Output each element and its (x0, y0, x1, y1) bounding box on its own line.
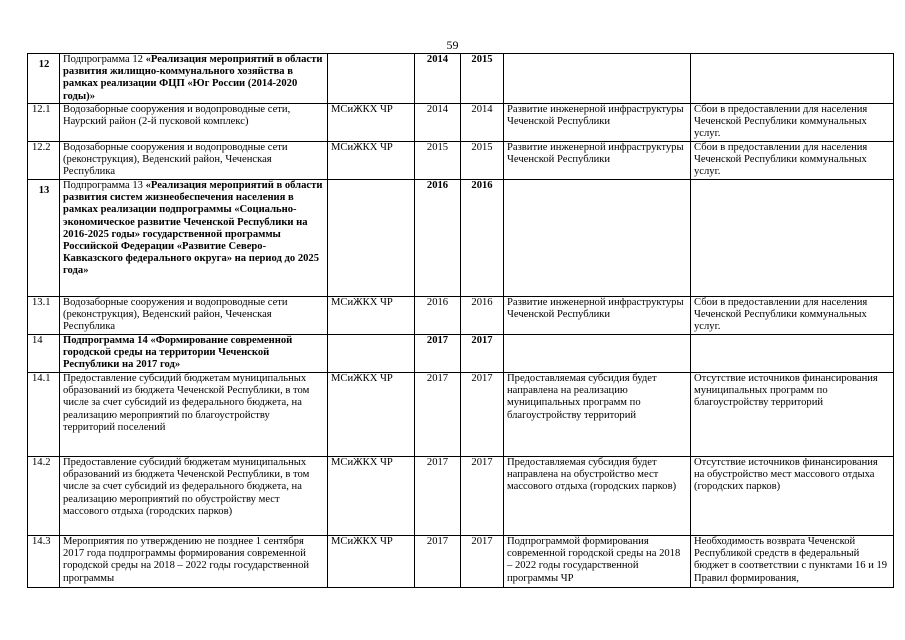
table-row (28, 54, 894, 104)
expected-result (504, 335, 691, 373)
row-number: 14.1 (28, 373, 60, 457)
executor: МСиЖКХ ЧР (328, 536, 415, 588)
measure-title (60, 180, 328, 297)
measures-table (27, 53, 894, 588)
executor: МСиЖКХ ЧР (328, 104, 415, 142)
end-year: 2017 (461, 457, 504, 536)
start-year: 2016 (415, 180, 461, 297)
consequence: Необходимость возврата Чеченской Республикой средств в федеральный бюджет в соответствии с пунктами 16 и 19 Правил формирования, (691, 536, 894, 588)
row-number: 12.2 (28, 142, 60, 180)
table-row (28, 180, 894, 297)
executor: МСиЖКХ ЧР (328, 297, 415, 335)
row-number: 12 (28, 54, 60, 104)
end-year: 2014 (461, 104, 504, 142)
end-year: 2017 (461, 536, 504, 588)
executor: МСиЖКХ ЧР (328, 373, 415, 457)
table-row (28, 373, 894, 457)
table-row (28, 297, 894, 335)
start-year: 2016 (415, 297, 461, 335)
table-row (28, 104, 894, 142)
expected-result: Подпрограммой формирования современной городской среды на 2018 – 2022 годы государственной программы ЧР (504, 536, 691, 588)
measure-title: Мероприятия по утверждению не позднее 1 сентября 2017 года подпрограммы формирования современной городской среды на 2018 – 2022 годы государственной программы (60, 536, 328, 588)
executor (328, 180, 415, 297)
consequence: Сбои в предоставлении для населения Чеченской Республики коммунальных услуг. (691, 297, 894, 335)
executor: МСиЖКХ ЧР (328, 142, 415, 180)
start-year: 2014 (415, 54, 461, 104)
table-row (28, 457, 894, 536)
row-number: 13 (28, 180, 60, 297)
end-year: 2015 (461, 54, 504, 104)
measure-title (60, 54, 328, 104)
expected-result (504, 180, 691, 297)
start-year: 2017 (415, 373, 461, 457)
row-number: 13.1 (28, 297, 60, 335)
measure-title: Водозаборные сооружения и водопроводные сети (реконструкция), Веденский район, Чеченская Республика (60, 142, 328, 180)
start-year: 2017 (415, 335, 461, 373)
page-number: 59 (446, 38, 459, 52)
row-number: 14 (28, 335, 60, 373)
table-row (28, 536, 894, 588)
consequence (691, 180, 894, 297)
consequence (691, 54, 894, 104)
expected-result: Развитие инженерной инфраструктуры Чеченской Республики (504, 104, 691, 142)
table-row (28, 335, 894, 373)
executor (328, 335, 415, 373)
consequence: Отсутствие источников финансирования на обустройство мест массового отдыха (городских парков) (691, 457, 894, 536)
measure-title: Предоставление субсидий бюджетам муниципальных образований из бюджета Чеченской Республики, в том числе за счет субсидий из федерального бюджета, на реализацию мероприятий по обустройству мест массового отдыха (городских парков) (60, 457, 328, 536)
expected-result: Предоставляемая субсидия будет направлена на обустройство мест массового отдыха (городских парков) (504, 457, 691, 536)
measure-title: Предоставление субсидий бюджетам муниципальных образований из бюджета Чеченской Республики, в том числе за счет субсидий из федерального бюджета, на реализацию мероприятий по благоустройству территорий поселений (60, 373, 328, 457)
consequence (691, 335, 894, 373)
row-number: 12.1 (28, 104, 60, 142)
end-year: 2017 (461, 373, 504, 457)
end-year: 2017 (461, 335, 504, 373)
title-bold: «Реализация мероприятий в области развития систем жизнеобеспечения населения в рамках реализации подпрограммы «Социально-экономическое развитие Чеченской Республики на 2016-2025 годы» государственной программы Российской Федерации «Развитие Северо-Кавказского федерального округа» на период до 2025 года» (63, 180, 323, 277)
expected-result: Развитие инженерной инфраструктуры Чеченской Республики (504, 297, 691, 335)
executor (328, 54, 415, 104)
consequence: Сбои в предоставлении для населения Чеченской Республики коммунальных услуг. (691, 142, 894, 180)
row-number: 14.3 (28, 536, 60, 588)
title-bold: «Реализация мероприятий в области развития жилищно-коммунального хозяйства в рамках реализации ФЦП «Юг России (2014-2020 годы)» (63, 54, 323, 102)
measure-title: Водозаборные сооружения и водопроводные сети (реконструкция), Веденский район, Чеченская Республика (60, 297, 328, 335)
consequence: Отсутствие источников финансирования муниципальных программ по благоустройству территорий (691, 373, 894, 457)
measure-title: Подпрограмма 14 «Формирование современной городской среды на территории Чеченской Республики на 2017 год» (60, 335, 328, 373)
start-year: 2015 (415, 142, 461, 180)
start-year: 2017 (415, 536, 461, 588)
end-year: 2015 (461, 142, 504, 180)
start-year: 2017 (415, 457, 461, 536)
expected-result (504, 54, 691, 104)
expected-result: Предоставляемая субсидия будет направлена на реализацию муниципальных программ по благоустройству территорий (504, 373, 691, 457)
title-prefix: Подпрограмма 12 (63, 54, 146, 65)
measure-title: Водозаборные сооружения и водопроводные сети, Наурский район (2-й пусковой комплекс) (60, 104, 328, 142)
table-row (28, 142, 894, 180)
row-number: 14.2 (28, 457, 60, 536)
title-prefix: Подпрограмма 13 (63, 180, 146, 191)
end-year: 2016 (461, 297, 504, 335)
start-year: 2014 (415, 104, 461, 142)
end-year: 2016 (461, 180, 504, 297)
executor: МСиЖКХ ЧР (328, 457, 415, 536)
expected-result: Развитие инженерной инфраструктуры Чеченской Республики (504, 142, 691, 180)
consequence: Сбои в предоставлении для населения Чеченской Республики коммунальных услуг. (691, 104, 894, 142)
